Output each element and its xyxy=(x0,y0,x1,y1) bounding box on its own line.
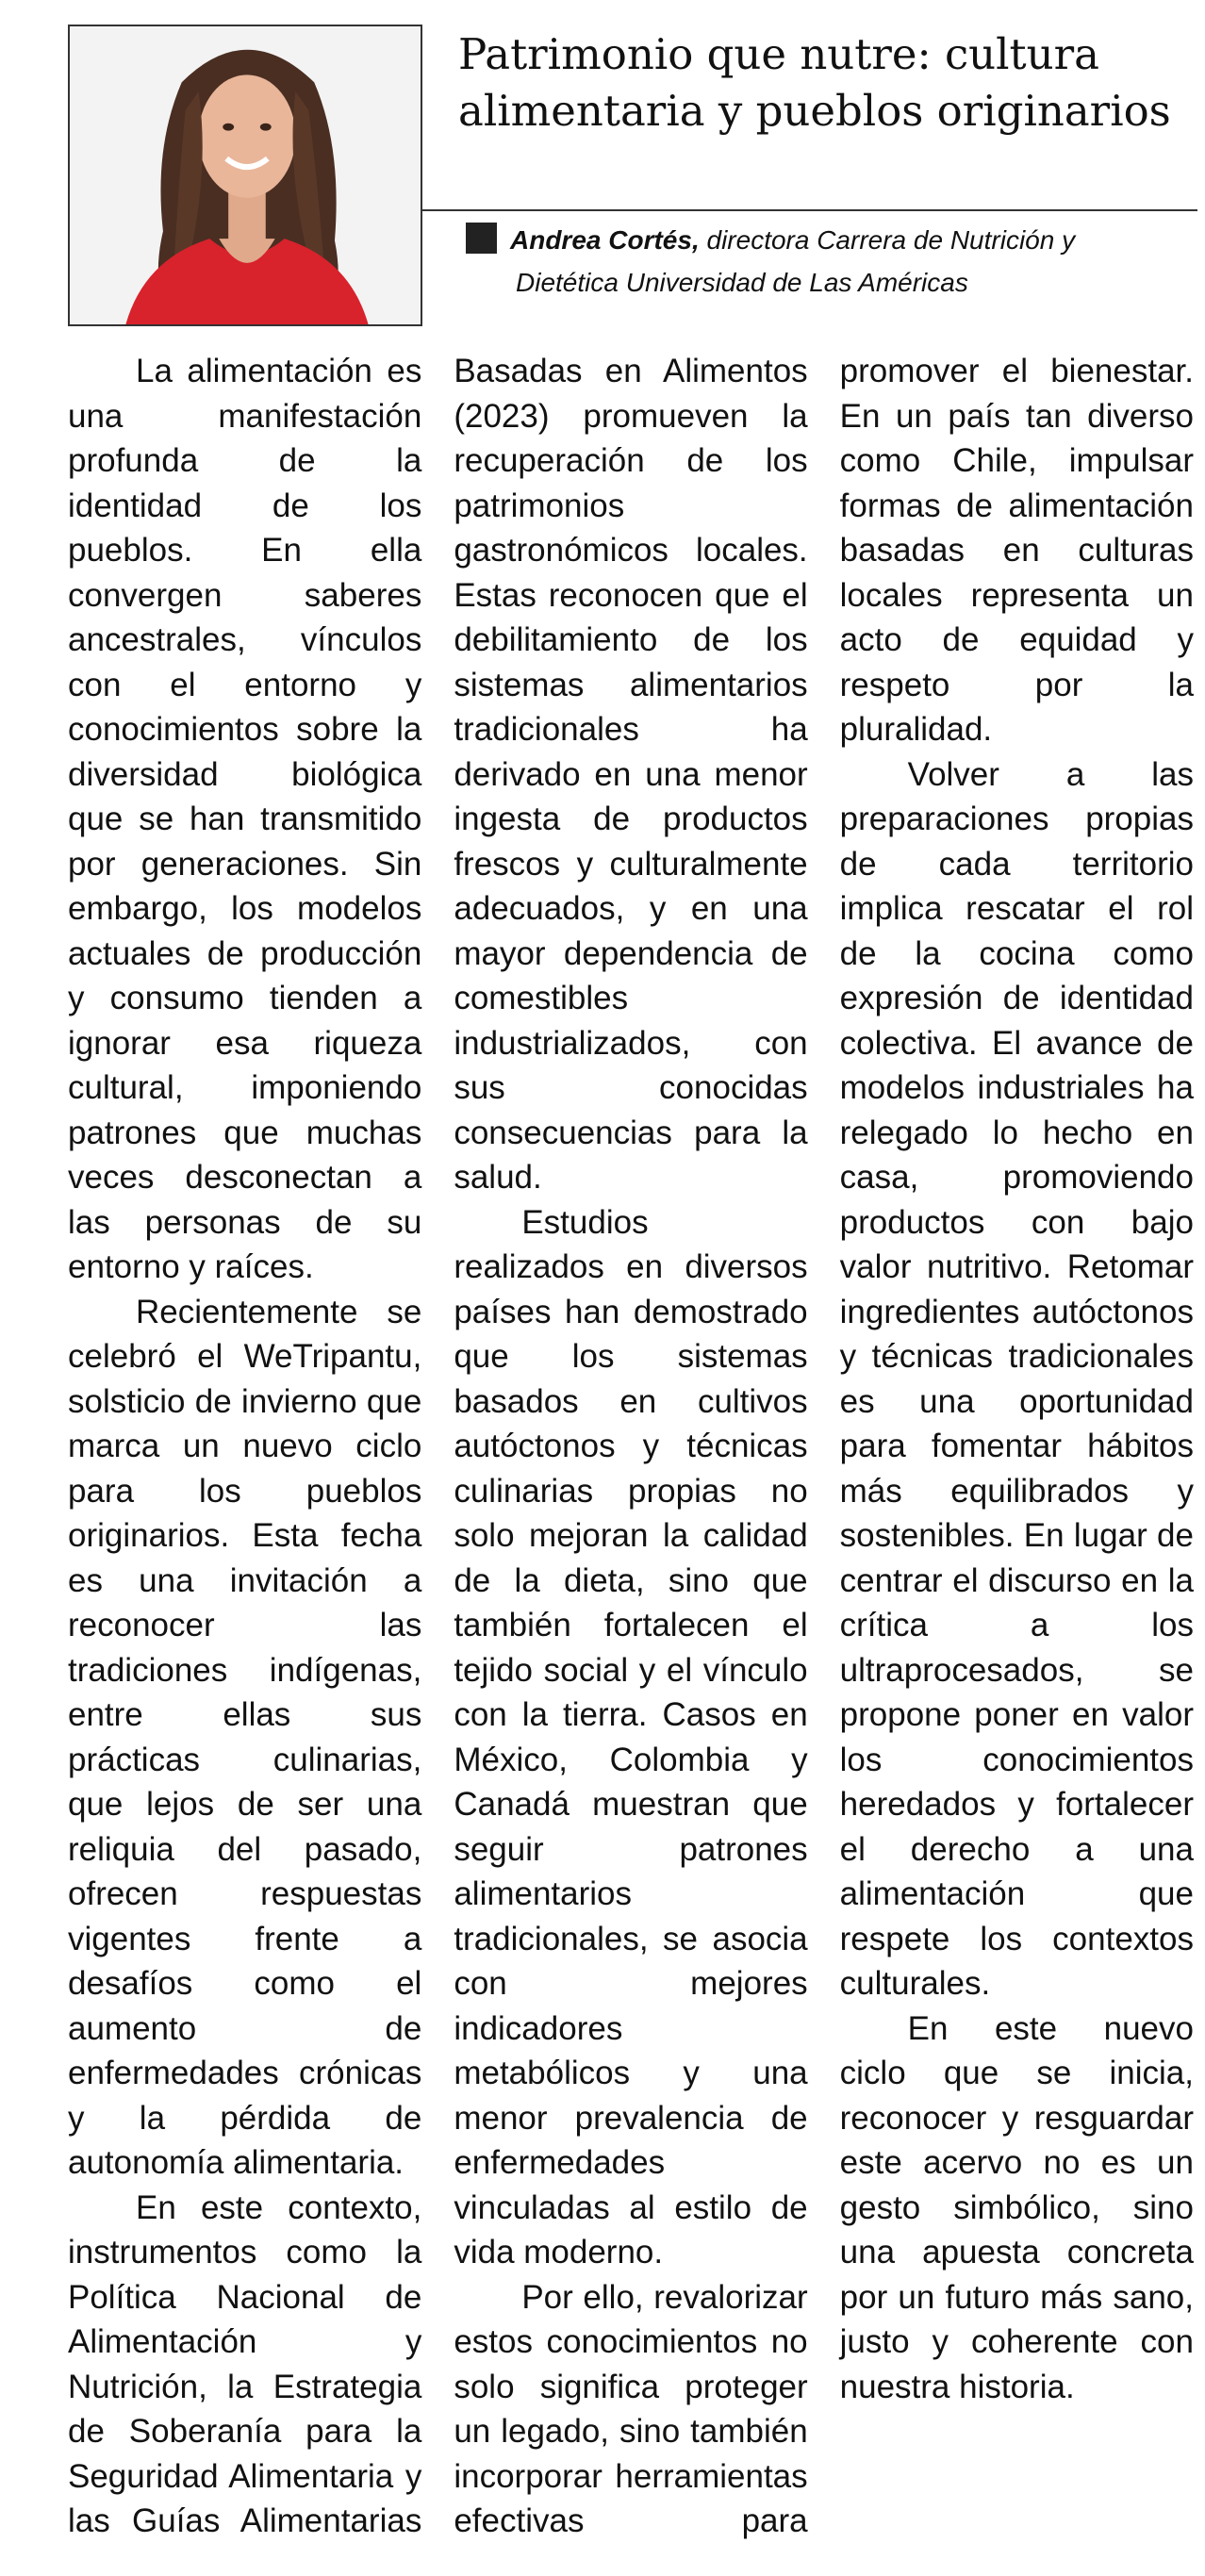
byline-square-icon xyxy=(466,223,497,254)
header-rule xyxy=(422,209,1197,211)
author-portrait-image xyxy=(70,26,421,324)
article-paragraph-1: La alimentación es una manifestación profunda de la identidad de los pueblos. En ella convergen saberes ancestrales, vínculos con el entorno y conocimientos sobre la diversidad biológica que se han transmitido por generaciones. Sin embargo, los modelos actuales de producción y consumo tienden a ignorar esa riqueza cultural, imponiendo patrones que muchas veces desconectan a las personas de su entorno y raíces. xyxy=(68,353,422,1285)
author-role-line-2: Dietética Universidad de Las Américas xyxy=(516,268,968,297)
author-role-line-1: directora Carrera de Nutrición y xyxy=(699,225,1076,255)
article-title-line-2: alimentaria y pueblos originarios xyxy=(458,86,1171,136)
byline xyxy=(466,219,1192,304)
article-title xyxy=(458,26,1175,140)
article-paragraph-6: Volver a las preparaciones propias de cada territorio implica rescatar el rol de la cocina como expresión de identidad colectiva. El avance de modelos industriales ha relegado lo hecho en casa, promoviendo productos con bajo valor nutritivo. Retomar ingredientes autóctonos y técnicas tradicionales es una oportunidad para fomentar hábitos más equilibrados y sostenibles. En lugar de centrar el discurso en la crítica a los ultraprocesados, se propone poner en valor los conocimientos heredados y fortalecer el derecho a una alimentación que respete los contextos culturales. xyxy=(839,755,1194,2002)
article-title-line-1: Patrimonio que nutre: cultura xyxy=(458,29,1099,79)
article-paragraph-3: En este contexto, instrumentos como la Política Nacional de Alimentación y Nutrición, la Estrategia de Soberanía para la Seguridad Alimentaria y las Guías Alimentarias Basadas en Alimentos (2023) promueven la recuperación de los patrimonios gastronómicos locales. Estas reconocen que el debilitamiento de los sistemas alimentarios tradicionales ha derivado en una menor ingesta de productos frescos y culturalmente adecuados, y en una mayor dependencia de comestibles industrializados, con sus conocidas consecuencias para la salud. xyxy=(68,353,808,2539)
article-paragraph-5: Por ello, revalorizar estos conocimientos no solo significa proteger un legado, sino también incorporar herramientas efectivas para promover el bienestar. En un país tan diverso como Chile, impulsar formas de alimentación basadas en culturas locales representa un acto de equidad y respeto por la pluralidad. xyxy=(454,353,1194,2539)
author-photo xyxy=(68,25,422,326)
article-body xyxy=(68,349,1194,2565)
article-paragraph-7: En este nuevo ciclo que se inicia, reconocer y resguardar este acervo no es un gesto simbólico, sino una apuesta concreta por un futuro más sano, justo y coherente con nuestra historia. xyxy=(839,2009,1194,2405)
article-paragraph-4: Estudios realizados en diversos países han demostrado que los sistemas basados en cultivos autóctonos y técnicas culinarias propias no solo mejoran la calidad de la dieta, sino que también fortalecen el tejido social y el vínculo con la tierra. Casos en México, Colombia y Canadá muestran que seguir patrones alimentarios tradicionales, se asocia con mejores indicadores metabólicos y una menor prevalencia de enfermedades vinculadas al estilo de vida moderno. xyxy=(454,1203,808,2271)
author-name: Andrea Cortés, xyxy=(510,225,700,255)
article-paragraph-2: Recientemente se celebró el WeTripantu, solsticio de invierno que marca un nuevo ciclo para los pueblos originarios. Esta fecha es una invitación a reconocer las tradiciones indígenas, entre ellas sus prácticas culinarias, que lejos de ser una reliquia del pasado, ofrecen respuestas vigentes frente a desafíos como el aumento de enfermedades crónicas y la pérdida de autonomía alimentaria. xyxy=(68,1293,422,2181)
